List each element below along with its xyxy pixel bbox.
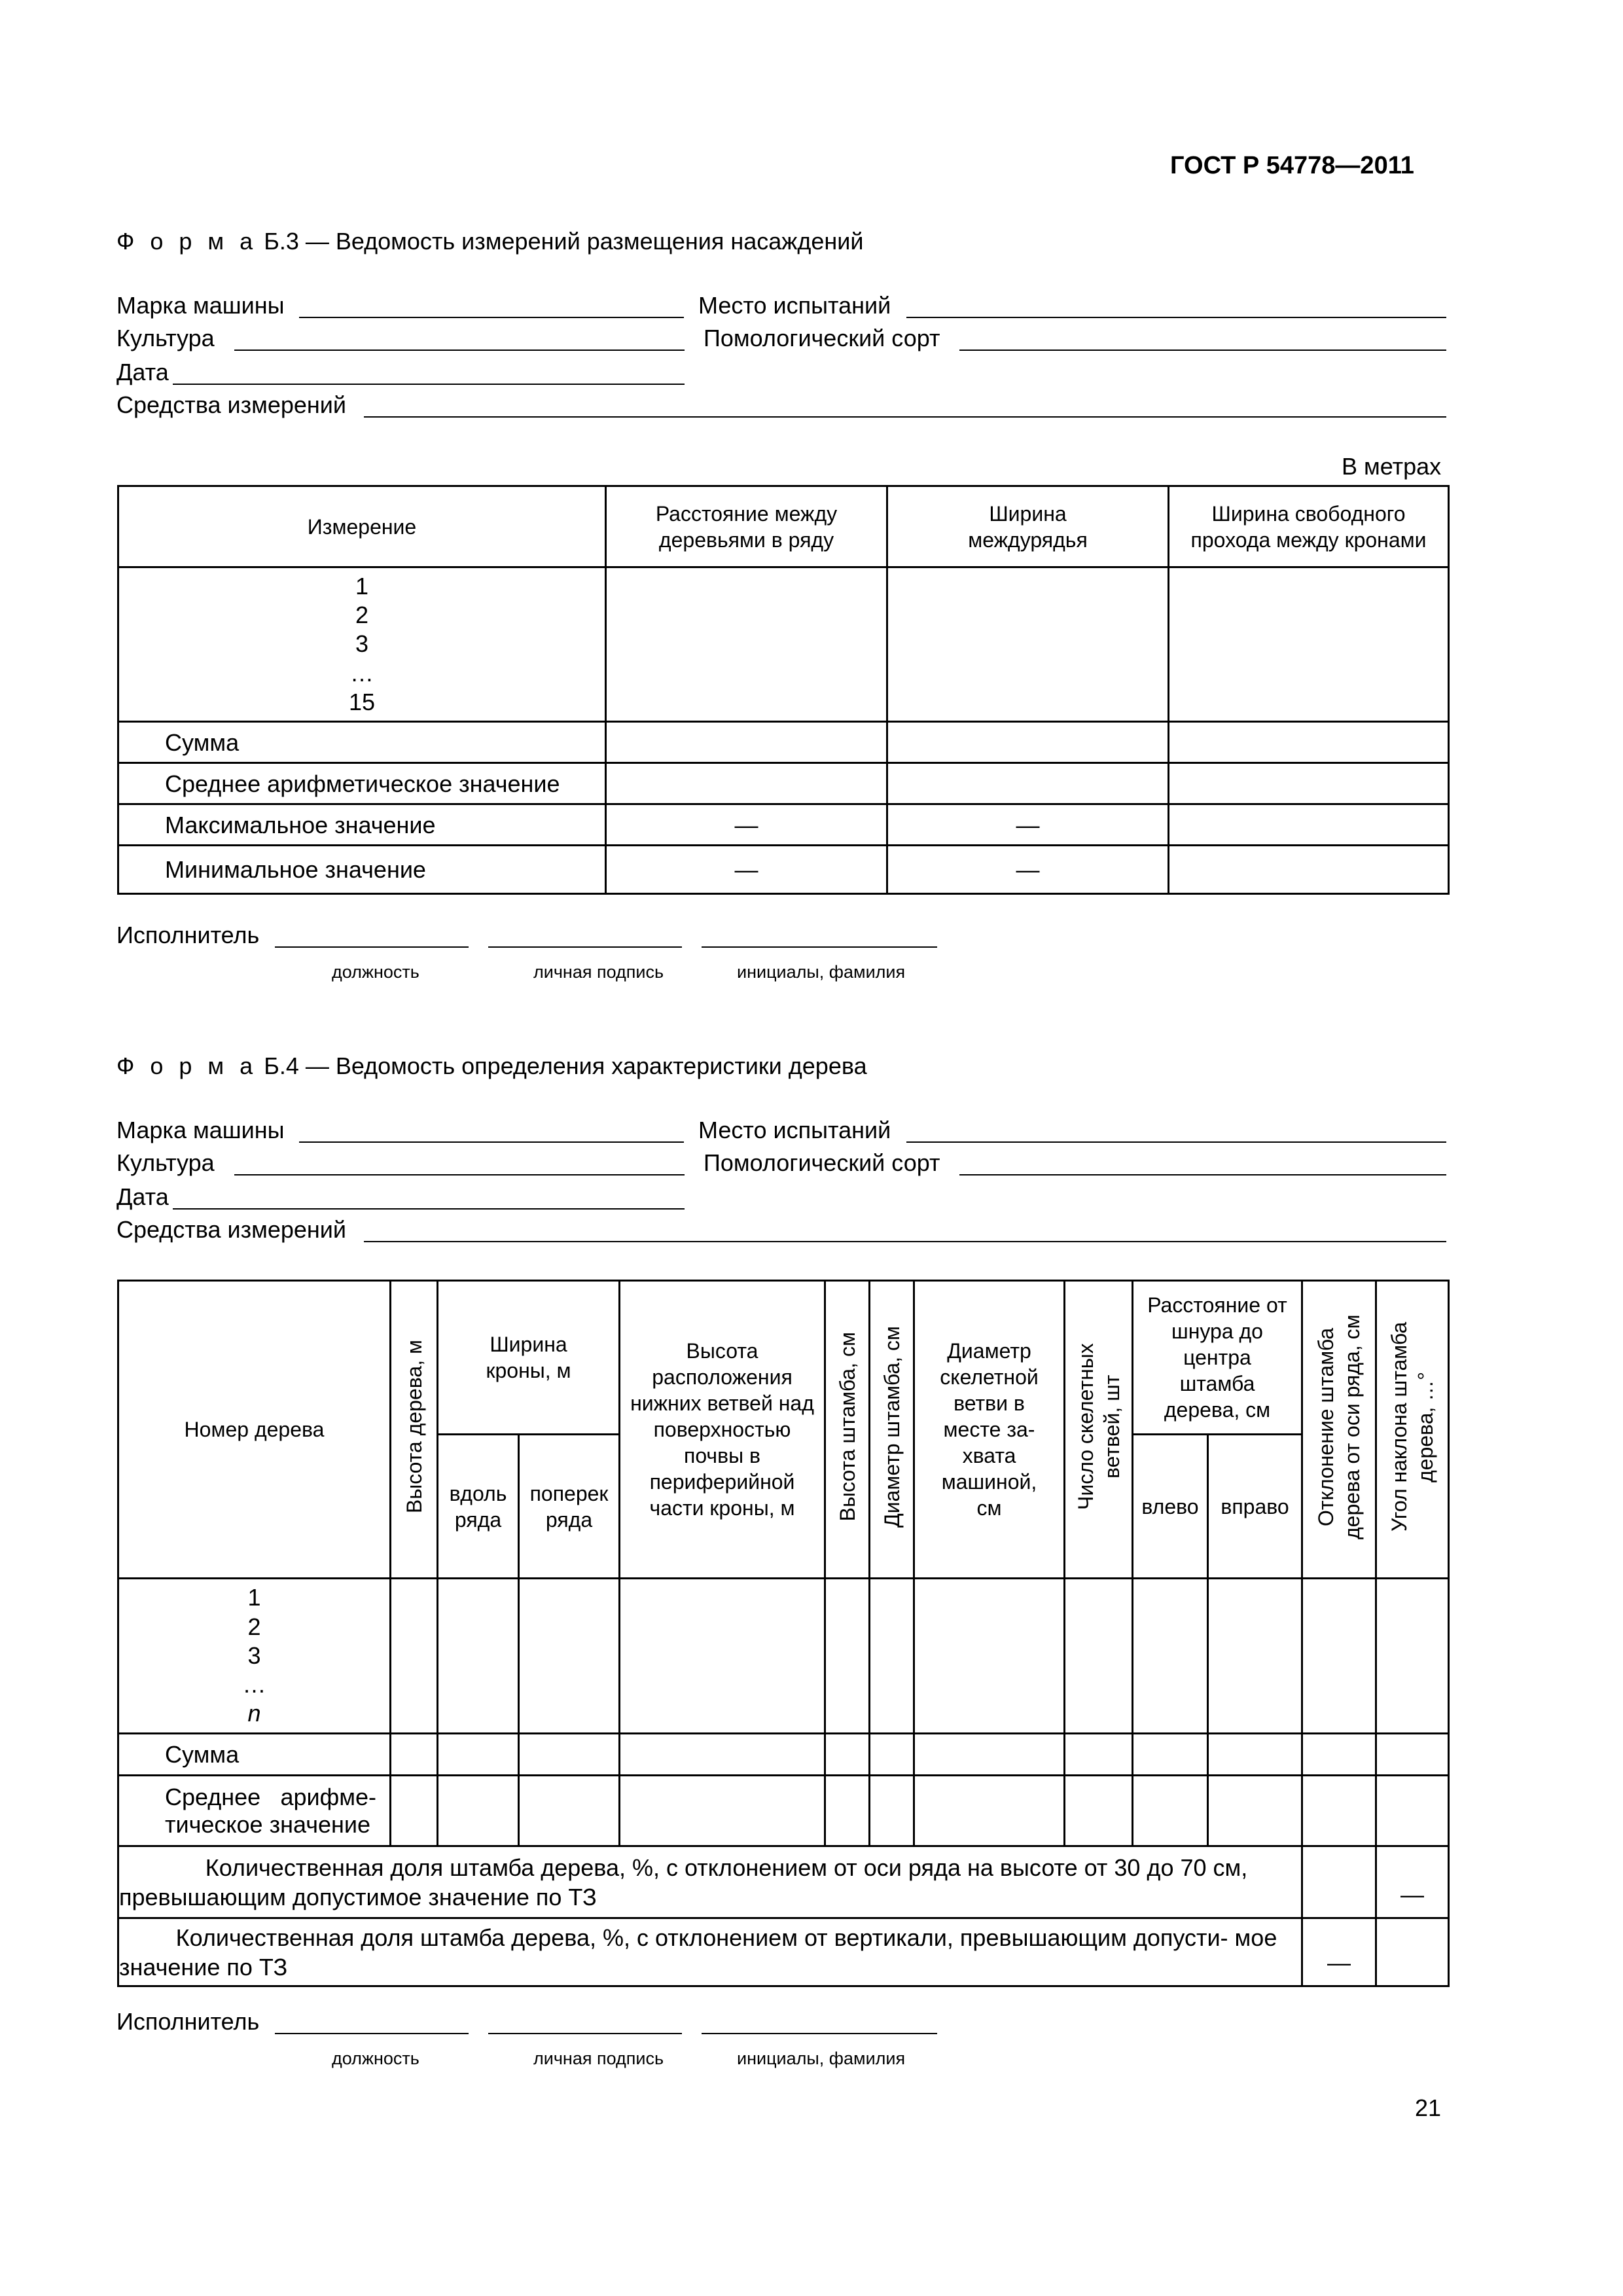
form4-cell[interactable]	[870, 1579, 914, 1734]
form4-cell[interactable]	[1133, 1776, 1208, 1846]
form3-cell[interactable]	[606, 567, 887, 722]
form3-cell[interactable]	[606, 722, 887, 763]
form4-row-mean	[118, 1776, 1449, 1846]
form4-col-cord-distance: Расстояние от шнура до центра штамба дерева, см	[1133, 1281, 1302, 1435]
form4-cell: —	[1376, 1846, 1449, 1918]
form4-cell[interactable]	[438, 1579, 519, 1734]
form4-cell[interactable]	[1376, 1579, 1449, 1734]
form4-col-crown-width: Ширина кроны, м	[438, 1281, 620, 1435]
form3-cell: —	[606, 804, 887, 846]
form3-units: В метрах	[1342, 453, 1442, 480]
form4-cell[interactable]	[620, 1734, 825, 1776]
form3-name-field[interactable]	[702, 946, 937, 948]
form4-numbers-row	[118, 1579, 1449, 1734]
form4-cell[interactable]	[1376, 1918, 1449, 1986]
form3-brand-label: Марка машины	[116, 292, 285, 319]
form3-place-field[interactable]	[906, 317, 1446, 318]
form3-cell[interactable]	[1169, 804, 1449, 846]
form3-col-row-width: Ширина междурядья	[887, 486, 1169, 567]
form3-cell[interactable]	[887, 763, 1169, 804]
form3-header-row	[118, 486, 1449, 567]
form4-cell[interactable]	[825, 1579, 870, 1734]
form4-position-field[interactable]	[275, 2033, 469, 2034]
form3-row-label: Сумма	[118, 722, 606, 763]
number: 2	[247, 1613, 261, 1640]
form4-cell[interactable]	[438, 1734, 519, 1776]
form3-cell[interactable]	[1169, 846, 1449, 894]
form3-row-label: Минимальное значение	[118, 846, 606, 894]
form4-cell[interactable]	[1302, 1776, 1376, 1846]
form4-culture-field[interactable]	[234, 1174, 685, 1175]
form4-cell[interactable]	[519, 1734, 620, 1776]
form4-col-skeletal-diameter: Диаметр скелетной ветви в месте за- хвата машиной, см	[914, 1281, 1065, 1579]
form4-cell[interactable]	[1065, 1776, 1133, 1846]
form4-cell[interactable]	[825, 1734, 870, 1776]
form4-variety-field[interactable]	[959, 1174, 1446, 1175]
form3-col-passage-width: Ширина свободного прохода между кронами	[1169, 486, 1449, 567]
form3-row-label: Максимальное значение	[118, 804, 606, 846]
form4-brand-label: Марка машины	[116, 1117, 285, 1143]
form3-numbers-row	[118, 567, 1449, 722]
form4-date-field[interactable]	[173, 1208, 685, 1210]
form4-cell[interactable]	[1133, 1734, 1208, 1776]
form4-share-text: Количественная доля штамба дерева, %, с отклонением от вертикали, превышающим допусти- мое значение по ТЗ	[118, 1918, 1302, 1986]
form3-row-mean	[118, 763, 1449, 804]
form4-cell[interactable]	[1133, 1579, 1208, 1734]
form4-signature-field[interactable]	[488, 2033, 682, 2034]
form4-col-tree-height: Высота дерева, м	[391, 1281, 438, 1579]
form4-col-skeletal-count: Число скелетных ветвей, шт	[1065, 1281, 1133, 1579]
form4-header-row-1	[118, 1281, 1449, 1435]
form4-col-left: влево	[1133, 1435, 1208, 1579]
form4-tools-field[interactable]	[364, 1241, 1446, 1242]
form4-cell[interactable]	[1208, 1776, 1302, 1846]
page-number: 21	[1415, 2094, 1442, 2121]
number: 2	[355, 601, 369, 629]
form3-date-field[interactable]	[173, 384, 685, 385]
form4-executor-label: Исполнитель	[116, 2008, 260, 2035]
number: 15	[348, 688, 376, 715]
form4-cell[interactable]	[391, 1734, 438, 1776]
form4-cell[interactable]	[391, 1579, 438, 1734]
form4-col-right: вправо	[1208, 1435, 1302, 1579]
form3-caption-position: должность	[332, 962, 419, 982]
form4-share-row-axis	[118, 1846, 1449, 1918]
form4-cell[interactable]	[870, 1776, 914, 1846]
form3-brand-field[interactable]	[299, 317, 684, 318]
form4-brand-field[interactable]	[299, 1141, 684, 1143]
number: …	[350, 659, 374, 687]
form4-name-field[interactable]	[702, 2033, 937, 2034]
number: 3	[247, 1641, 261, 1669]
form3-cell[interactable]	[1169, 763, 1449, 804]
form4-share-row-vertical	[118, 1918, 1449, 1986]
form3-cell: —	[887, 846, 1169, 894]
form4-cell[interactable]	[1208, 1579, 1302, 1734]
form4-cell[interactable]	[825, 1776, 870, 1846]
form4-caption-position: должность	[332, 2049, 419, 2068]
form3-variety-label: Помологический сорт	[704, 325, 940, 351]
form4-col-branch-height: Высота расположения нижних ветвей над поверхностью почвы в периферийной части кроны, м	[620, 1281, 825, 1579]
form4-cell[interactable]	[914, 1579, 1065, 1734]
form4-cell: —	[1302, 1918, 1376, 1986]
form4-cell[interactable]	[1376, 1776, 1449, 1846]
form4-row-sum	[118, 1734, 1449, 1776]
form4-place-label: Место испытаний	[698, 1117, 891, 1143]
form3-executor-label: Исполнитель	[116, 922, 260, 948]
form4-caption-name: инициалы, фамилия	[737, 2049, 906, 2068]
form3-cell[interactable]	[1169, 722, 1449, 763]
form3-col-tree-distance: Расстояние между деревьями в ряду	[606, 486, 887, 567]
form3-caption-name: инициалы, фамилия	[737, 962, 906, 982]
form4-tree-numbers	[118, 1579, 391, 1734]
form4-title	[116, 1052, 867, 1080]
form4-title-prefix: Ф о р м а	[116, 1052, 258, 1079]
form3-cell: —	[887, 804, 1169, 846]
form4-tools-label: Средства измерений	[116, 1216, 347, 1243]
form4-row-label: Сумма	[118, 1734, 391, 1776]
form4-row-label: Среднее арифме- тическое значение	[118, 1776, 391, 1846]
form4-date-label: Дата	[116, 1183, 169, 1210]
form3-row-max	[118, 804, 1449, 846]
form4-cell[interactable]	[1065, 1579, 1133, 1734]
form3-position-field[interactable]	[275, 946, 469, 948]
form4-table	[117, 1280, 1450, 1987]
form4-cell[interactable]	[620, 1579, 825, 1734]
form4-cell[interactable]	[914, 1734, 1065, 1776]
form3-caption-signature: личная подпись	[533, 962, 664, 982]
form4-col-tilt-angle: Угол наклона штамба дерева, …°	[1376, 1281, 1449, 1579]
form3-culture-field[interactable]	[234, 350, 685, 351]
form4-cell[interactable]	[1302, 1846, 1376, 1918]
form3-col-measurement: Измерение	[118, 486, 606, 567]
form4-variety-label: Помологический сорт	[704, 1149, 940, 1176]
form3-table	[117, 485, 1450, 895]
form4-col-stem-diameter: Диаметр штамба, см	[870, 1281, 914, 1579]
number: 1	[247, 1584, 261, 1611]
form3-measurement-numbers	[118, 567, 606, 722]
form3-tools-field[interactable]	[364, 416, 1446, 418]
form3-date-label: Дата	[116, 359, 169, 386]
form4-cell[interactable]	[620, 1776, 825, 1846]
form4-cell[interactable]	[1376, 1734, 1449, 1776]
form3-row-sum	[118, 722, 1449, 763]
form4-cell[interactable]	[1208, 1734, 1302, 1776]
form4-col-tree-number: Номер дерева	[118, 1281, 391, 1579]
form4-cell[interactable]	[1302, 1734, 1376, 1776]
form4-cell[interactable]	[914, 1776, 1065, 1846]
form3-place-label: Место испытаний	[698, 292, 891, 319]
form3-signature-field[interactable]	[488, 946, 682, 948]
form4-cell[interactable]	[519, 1579, 620, 1734]
form4-cell[interactable]	[438, 1776, 519, 1846]
form4-cell[interactable]	[391, 1776, 438, 1846]
form4-title-text: Б.4 — Ведомость определения характеристики дерева	[264, 1052, 867, 1079]
number: 3	[355, 630, 369, 658]
form4-share-text: Количественная доля штамба дерева, %, с отклонением от оси ряда на высоте от 30 до 70 см, превышающим допустимое значение по ТЗ	[118, 1846, 1302, 1918]
form4-place-field[interactable]	[906, 1141, 1446, 1143]
form4-cell[interactable]	[519, 1776, 620, 1846]
form3-cell[interactable]	[606, 763, 887, 804]
number: 1	[355, 572, 369, 600]
form4-col-stem-height: Высота штамба, см	[825, 1281, 870, 1579]
form3-cell[interactable]	[1169, 567, 1449, 722]
form4-cell[interactable]	[1065, 1734, 1133, 1776]
form3-title-prefix: Ф о р м а	[116, 228, 258, 255]
form3-variety-field[interactable]	[959, 350, 1446, 351]
form3-cell: —	[606, 846, 887, 894]
form3-row-min	[118, 846, 1449, 894]
form3-title-text: Б.3 — Ведомость измерений размещения насаждений	[264, 228, 864, 255]
form4-cell[interactable]	[1302, 1579, 1376, 1734]
form4-cell[interactable]	[870, 1734, 914, 1776]
form3-tools-label: Средства измерений	[116, 391, 347, 418]
form4-caption-signature: личная подпись	[533, 2049, 664, 2068]
form3-culture-label: Культура	[116, 325, 215, 351]
form3-cell[interactable]	[887, 567, 1169, 722]
form4-col-deviation-axis: Отклонение штамба дерева от оси ряда, см	[1302, 1281, 1376, 1579]
number: …	[242, 1671, 266, 1698]
form3-title	[116, 228, 863, 255]
form3-cell[interactable]	[887, 722, 1169, 763]
form4-col-along-row: вдоль ряда	[438, 1435, 519, 1579]
number: n	[247, 1700, 261, 1727]
form4-culture-label: Культура	[116, 1149, 215, 1176]
form4-col-across-row: поперек ряда	[519, 1435, 620, 1579]
document-id: ГОСТ Р 54778—2011	[1170, 152, 1414, 179]
form3-row-label: Среднее арифметическое значение	[118, 763, 606, 804]
